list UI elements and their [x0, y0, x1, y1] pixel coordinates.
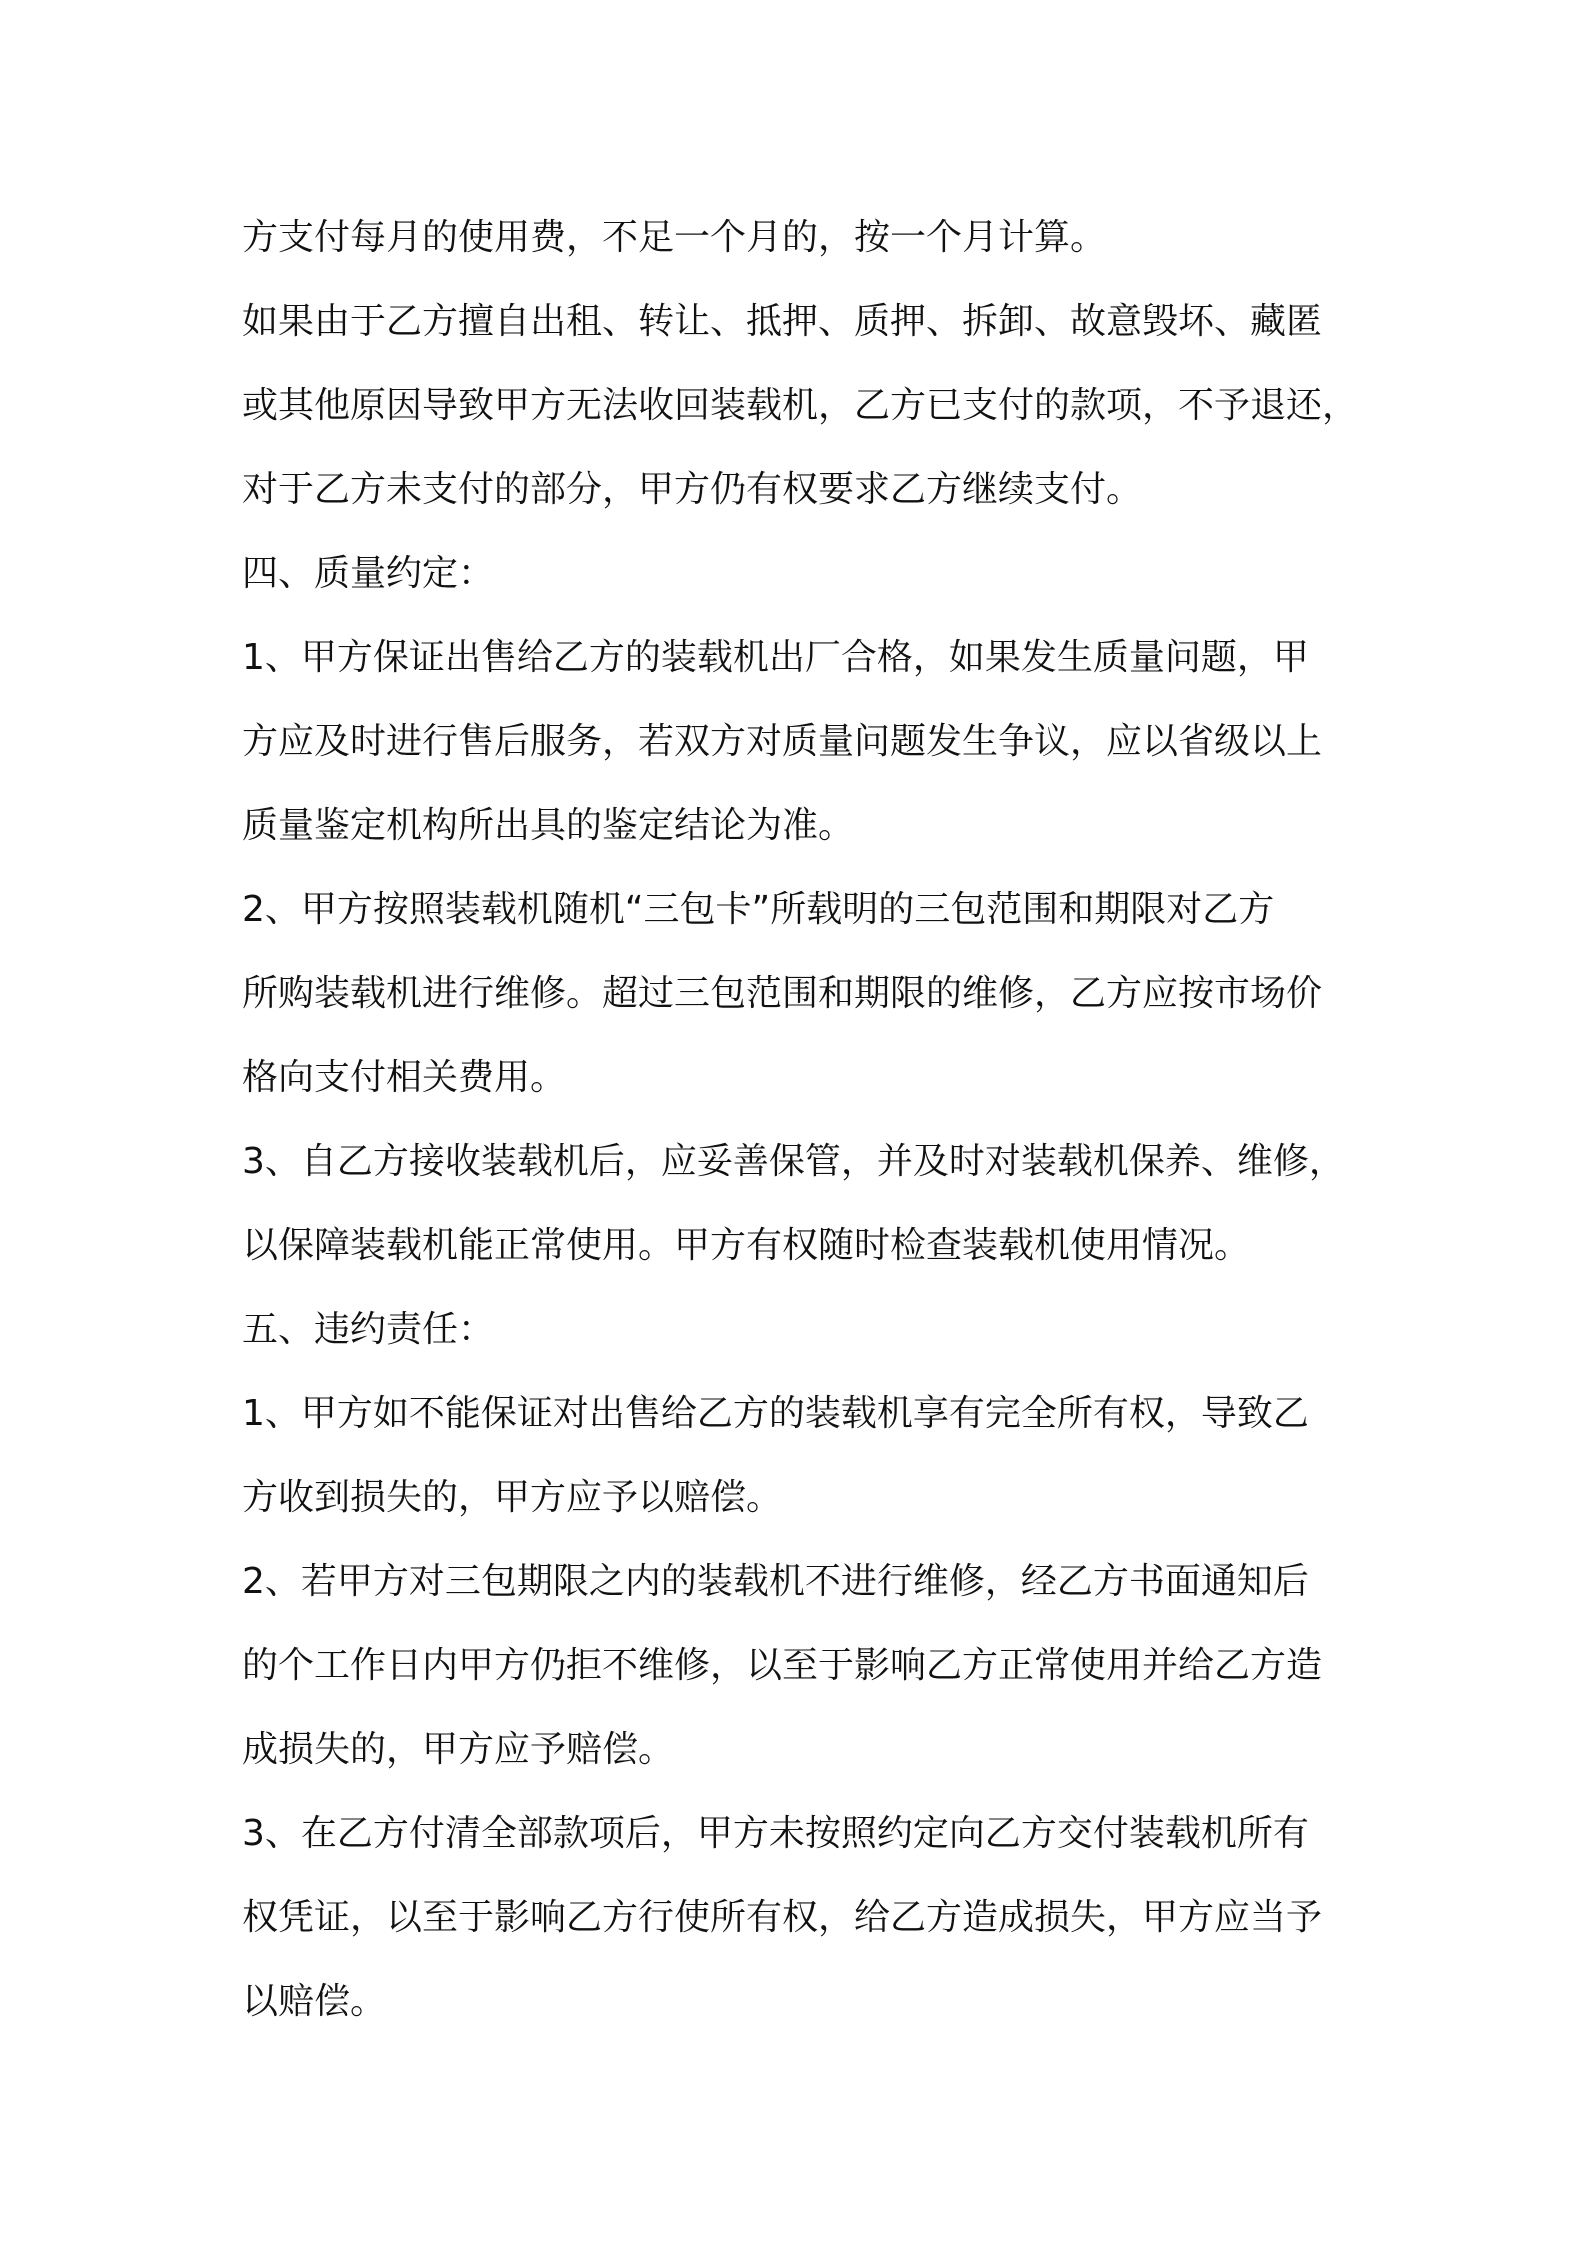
text-line: 以保障装载机能正常使用。甲方有权随时检查装载机使用情况。 [242, 1225, 1251, 1266]
text-line: 或其他原因导致甲方无法收回装载机，乙方已支付的款项，不予退还， [242, 385, 1359, 426]
text-line: 方收到损失的，甲方应予以赔偿。 [242, 1477, 783, 1518]
text-line: 格向支付相关费用。 [242, 1057, 567, 1098]
text-line: 2、甲方按照装载机随机“三包卡”所载明的三包范围和期限对乙方 [242, 889, 1275, 930]
text-line: 1、甲方保证出售给乙方的装载机出厂合格，如果发生质量问题，甲 [242, 637, 1309, 678]
text-line: 2、若甲方对三包期限之内的装载机不进行维修，经乙方书面通知后 [242, 1561, 1309, 1602]
text-line: 方应及时进行售后服务，若双方对质量问题发生争议，应以省级以上 [242, 721, 1323, 762]
text-line: 的个工作日内甲方仍拒不维修，以至于影响乙方正常使用并给乙方造 [242, 1645, 1323, 1686]
text-line: 方支付每月的使用费，不足一个月的，按一个月计算。 [242, 217, 1107, 258]
text-line: 3、自乙方接收装载机后，应妥善保管，并及时对装载机保养、维修， [242, 1141, 1345, 1182]
text-line: 3、在乙方付清全部款项后，甲方未按照约定向乙方交付装载机所有 [242, 1813, 1309, 1854]
section-heading-liability: 五、违约责任： [242, 1309, 495, 1350]
text-line: 如果由于乙方擅自出租、转让、抵押、质押、拆卸、故意毁坏、藏匿 [242, 301, 1323, 342]
section-heading-quality: 四、质量约定： [242, 553, 495, 594]
text-line: 对于乙方未支付的部分，甲方仍有权要求乙方继续支付。 [242, 469, 1143, 510]
document-body [242, 196, 1362, 2044]
text-line: 所购装载机进行维修。超过三包范围和期限的维修，乙方应按市场价 [242, 973, 1323, 1014]
text-line: 权凭证，以至于影响乙方行使所有权，给乙方造成损失，甲方应当予 [242, 1897, 1323, 1938]
text-line: 质量鉴定机构所出具的鉴定结论为准。 [242, 805, 855, 846]
text-line: 1、甲方如不能保证对出售给乙方的装载机享有完全所有权，导致乙 [242, 1393, 1309, 1434]
text-line: 以赔偿。 [242, 1981, 387, 2022]
text-line: 成损失的，甲方应予赔偿。 [242, 1729, 675, 1770]
